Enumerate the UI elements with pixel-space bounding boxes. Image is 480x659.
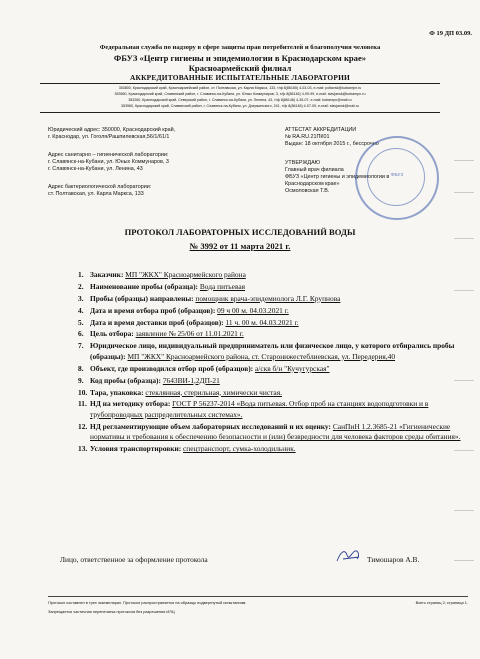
item-number: 4. bbox=[78, 305, 84, 315]
item-label: Юридическое лицо, индивидуальный предприниматель или физическое лицо, у которого отбирались пробы (образцы): bbox=[90, 341, 455, 361]
approve-line: ФБУЗ «Центр гигиены и эпидемиологии в bbox=[285, 174, 390, 180]
list-item bbox=[78, 341, 463, 362]
item-number: 1. bbox=[78, 270, 84, 279]
list-item bbox=[78, 444, 463, 455]
item-label: Условия транспортировки: bbox=[90, 444, 182, 454]
list-item bbox=[78, 294, 463, 305]
legal-address bbox=[48, 127, 248, 141]
protocol-title: ПРОТОКОЛ ЛАБОРАТОРНЫХ ИССЛЕДОВАНИЙ ВОДЫ bbox=[124, 227, 356, 237]
margin-line bbox=[454, 380, 474, 381]
approve-line: Главный врач филиала bbox=[285, 167, 344, 173]
branch-name: Красноармейский филиал bbox=[188, 63, 292, 73]
list-item bbox=[78, 306, 463, 317]
signature-mark bbox=[333, 545, 365, 567]
lab-address-line: г. Славянск-на-Кубани, ул. Юных Коммунаров, 3 bbox=[48, 159, 169, 165]
fbuz-name: ФБУЗ «Центр гигиены и эпидемиологии в Краснодарском крае» bbox=[113, 53, 367, 63]
item-value: ГОСТ Р 56237-2014 «Вода питьевая. Отбор проб на станциях водоподготовки и в трубопроводных распределительных системах». bbox=[90, 399, 429, 419]
attestat-number: № RA.RU.21ПК01 bbox=[285, 134, 330, 140]
header-divider bbox=[40, 83, 440, 84]
bact-address-line: ст. Полтавская, ул. Карла Маркса, 133 bbox=[48, 191, 144, 197]
item-number: 13. bbox=[78, 444, 88, 454]
item-value: 09 ч 00 м. 04.03.2021 г. bbox=[217, 305, 289, 315]
protocol-items bbox=[78, 270, 463, 456]
margin-line bbox=[454, 450, 474, 451]
bact-address-line: Адрес бактериологической лаборатории: bbox=[48, 184, 152, 190]
address-line: 353560, Краснодарский край, Славянский район, г. Славянск-на-Кубани, ул. Юных Коммунаров, 3, т/ф 8(86146) 4-09-99, e-mail: slavjansk@kubanrpn.ru bbox=[114, 92, 366, 96]
item-label: Объект, где производился отбор проб (образцов): bbox=[90, 363, 254, 373]
approve-title: УТВЕРЖДАЮ bbox=[285, 160, 321, 166]
seal-inner-ring bbox=[367, 148, 425, 206]
item-label: Заказчик: bbox=[90, 270, 124, 279]
lab-address bbox=[48, 152, 248, 173]
item-value: помощник врача-эпидемиолога Л.Г. Крупнова bbox=[195, 293, 341, 303]
list-item bbox=[78, 399, 463, 420]
list-item bbox=[78, 388, 463, 399]
protocol-number: № 3992 от 11 марта 2021 г. bbox=[189, 241, 291, 251]
margin-line bbox=[454, 560, 474, 561]
address-line: 353800, Краснодарский край, Красноармейский район, ст. Полтавская, ул. Карла Маркса, 133, т/ф 8(86165) 4-03-03, e-mail: poltavsk@kubanrpn.ru bbox=[118, 86, 362, 90]
item-number: 10. bbox=[78, 387, 88, 397]
item-label: Дата и время доставки проб (образцов): bbox=[90, 317, 224, 327]
approver-name: Осмоловская Т.В. bbox=[285, 188, 330, 194]
list-item bbox=[78, 329, 463, 340]
address-line: 353560, Краснодарский край, Славянский район, г. Славянск-на-Кубани, ул. Дзержинского, 241, т/ф 8(86146) 4-07-09, e-mail: slavjansk@mail.ru bbox=[120, 104, 360, 108]
lab-address-line: г. Славянск-на-Кубани, ул. Ленина, 43 bbox=[48, 166, 143, 172]
responsible-name: Тимошаров А.В. bbox=[367, 555, 420, 564]
item-value: 11 ч. 00 м. 04.03.2021 г. bbox=[225, 317, 299, 327]
agency-name: Федеральная служба по надзору в сфере защиты прав потребителей и благополучия человека bbox=[99, 44, 381, 51]
item-label: Дата и время отбора проб (образцов): bbox=[90, 305, 216, 315]
list-item bbox=[78, 364, 463, 375]
attestat-issued: Выдан: 18 октября 2015 г., бессрочно bbox=[285, 141, 379, 147]
form-code: Ф 19 ДП 03.09. bbox=[429, 30, 472, 37]
item-number: 7. bbox=[78, 341, 84, 351]
item-value: МП "ЖКХ" Красноармейского района, ст. Старонижестеблиевская, ул. Передерия,40 bbox=[127, 351, 396, 361]
lab-name: АККРЕДИТОВАННЫЕ ИСПЫТАТЕЛЬНЫЕ ЛАБОРАТОРИИ bbox=[130, 73, 350, 82]
item-number: 12. bbox=[78, 421, 88, 431]
list-item bbox=[78, 318, 463, 329]
item-label: Пробы (образцы) направлены: bbox=[90, 293, 194, 303]
margin-guides bbox=[450, 150, 480, 570]
list-item bbox=[78, 422, 463, 443]
list-item bbox=[78, 282, 463, 293]
item-number: 3. bbox=[78, 293, 84, 303]
list-item bbox=[78, 270, 463, 281]
item-value: 7643ВИ-1,2ДП-21 bbox=[162, 375, 220, 385]
address-divider bbox=[40, 112, 440, 113]
item-value: МП "ЖКХ" Красноармейского района bbox=[125, 270, 246, 279]
item-label: Цель отбора: bbox=[90, 329, 134, 339]
legal-address-line: г. Краснодар, ул. Гоголя/Рашпилевская,56/1/61/1 bbox=[48, 134, 170, 140]
margin-line bbox=[454, 192, 474, 193]
responsible-label: Лицо, ответственное за оформление протокола bbox=[60, 555, 208, 564]
item-label: НД на методику отбора: bbox=[90, 399, 171, 409]
approve-line: Краснодарском крае» bbox=[285, 181, 340, 187]
item-value: спецтранспорт, сумка-холодильник. bbox=[183, 444, 296, 454]
margin-line bbox=[454, 160, 474, 161]
item-value: а/скв б/н "Кучугурская" bbox=[254, 363, 330, 373]
address-line: 353260, Краснодарский край, Северский район, г. Славянск-на-Кубани, ул. Ленина, 43, т/ф 8(86146) 4-35-07, e-mail: kubanrpn@mail.ru bbox=[128, 98, 352, 102]
item-value: Вода питьевая bbox=[199, 281, 246, 291]
margin-line bbox=[454, 290, 474, 291]
item-label: НД регламентирующие объем лабораторных исследований и их оценку: bbox=[90, 421, 331, 431]
margin-line bbox=[454, 238, 474, 239]
item-number: 5. bbox=[78, 317, 84, 327]
item-value: СанПиН 1.2.3685-21 «Гигиенические нормативы и требования к обеспечению безопасности и (или) безвредности для человека факторов среды обитания». bbox=[90, 421, 461, 442]
lab-address-line: Адрес санитарно – гигиенической лаборатории: bbox=[48, 152, 169, 158]
footer-divider bbox=[48, 596, 468, 597]
item-label: Тара, упаковка: bbox=[90, 387, 144, 397]
item-label: Наименование пробы (образца): bbox=[90, 281, 198, 291]
item-number: 6. bbox=[78, 329, 84, 339]
page-counter: Всего страниц 2; страница 1. bbox=[415, 600, 468, 605]
item-label: Код пробы (образца): bbox=[90, 375, 161, 385]
footer-note: Запрещается частичная перепечатка протокола без разрешения ИЛЦ bbox=[48, 609, 175, 614]
item-number: 8. bbox=[78, 363, 84, 373]
item-number: 11. bbox=[78, 399, 87, 409]
margin-line bbox=[454, 510, 474, 511]
list-item bbox=[78, 376, 463, 387]
item-number: 2. bbox=[78, 281, 84, 291]
attestat-title: АТТЕСТАТ АККРЕДИТАЦИИ bbox=[285, 127, 357, 133]
seal-text: ФБУЗ bbox=[390, 172, 404, 177]
footer-note: Протокол составлен в трех экземплярах. Протокол распространяется на образцы подвергнутый испытаниям. bbox=[48, 600, 247, 605]
item-value: стеклянная, стерильная, химически чистая. bbox=[145, 387, 282, 397]
legal-address-line: Юридический адрес: 350000, Краснодарский край, bbox=[48, 127, 176, 133]
seal-stamp bbox=[355, 136, 439, 220]
bact-address bbox=[48, 184, 248, 198]
item-value: заявление № 25/06 от 11.01.2021 г. bbox=[135, 329, 244, 339]
item-number: 9. bbox=[78, 375, 84, 385]
